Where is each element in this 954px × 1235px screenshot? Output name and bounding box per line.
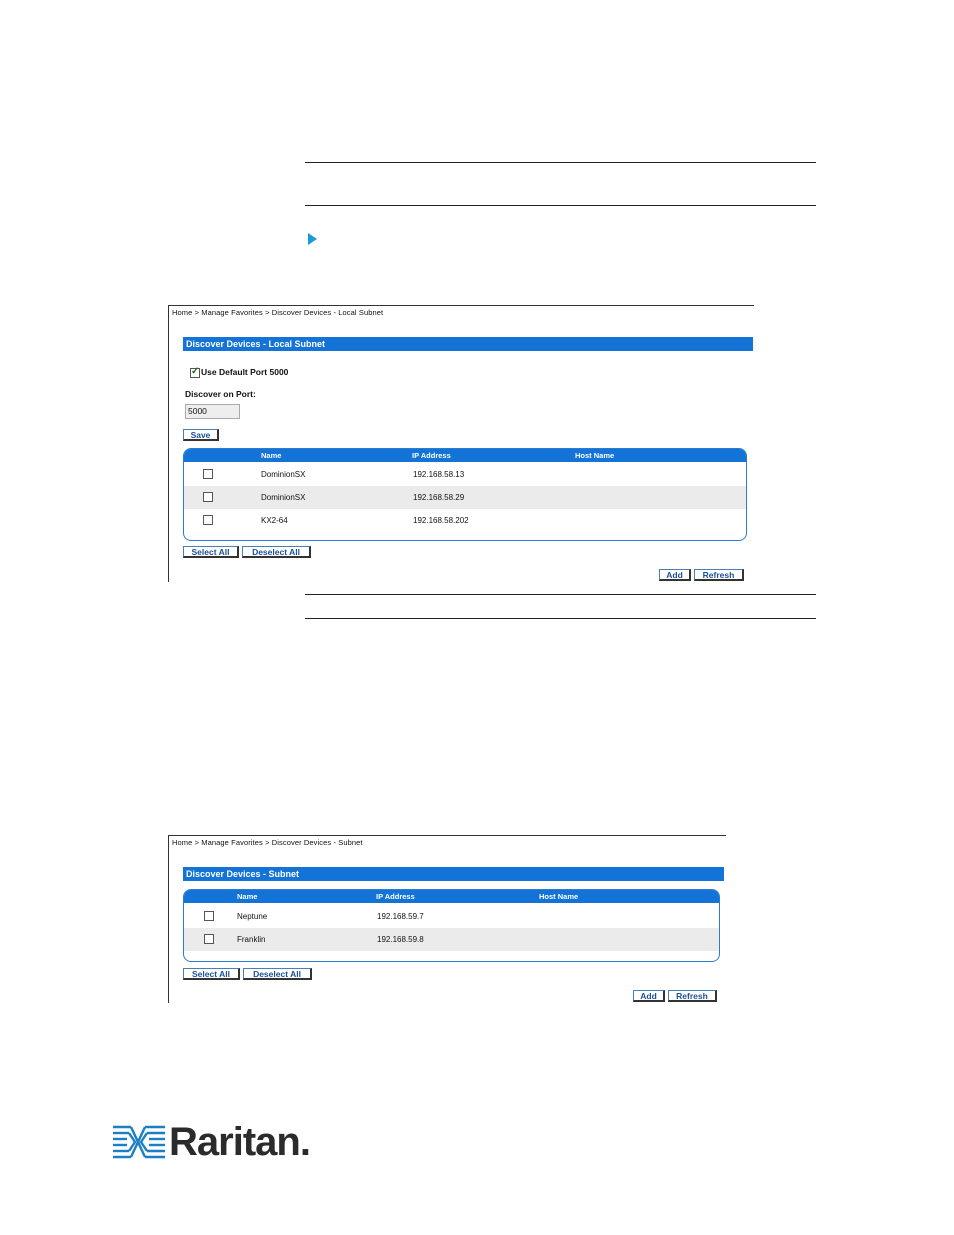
column-header-ip[interactable]: IP Address	[376, 892, 415, 901]
row-name: DominionSX	[261, 493, 306, 502]
row-checkbox[interactable]	[203, 492, 213, 502]
discover-local-subnet-screenshot	[168, 305, 754, 582]
add-button[interactable]: Add	[659, 569, 691, 581]
column-header-host[interactable]: Host Name	[575, 451, 615, 460]
table-row	[184, 463, 746, 486]
table-row	[184, 928, 719, 951]
table-row	[184, 905, 719, 928]
row-checkbox[interactable]	[204, 911, 214, 921]
use-default-port-checkbox[interactable]	[190, 368, 200, 378]
row-ip: 192.168.58.202	[413, 516, 469, 525]
column-header-name[interactable]: Name	[261, 451, 282, 460]
row-checkbox[interactable]	[203, 515, 213, 525]
row-name: DominionSX	[261, 470, 306, 479]
discover-port-label: Discover on Port:	[185, 389, 256, 399]
devices-table	[183, 889, 720, 962]
save-button[interactable]: Save	[183, 429, 219, 441]
row-name: Franklin	[237, 935, 266, 944]
port-input[interactable]: 5000	[185, 404, 240, 419]
raritan-logo-mark-icon	[111, 1118, 169, 1166]
panel-title: Discover Devices - Subnet	[183, 867, 724, 881]
row-ip: 192.168.59.7	[377, 912, 424, 921]
step-arrow-icon	[308, 233, 317, 245]
row-name: Neptune	[237, 912, 268, 921]
row-checkbox[interactable]	[203, 469, 213, 479]
deselect-all-button[interactable]: Deselect All	[243, 968, 312, 980]
breadcrumb[interactable]: Home > Manage Favorites > Discover Devices - Subnet	[172, 838, 363, 847]
row-ip: 192.168.58.13	[413, 470, 465, 479]
row-checkbox[interactable]	[204, 934, 214, 944]
row-ip: 192.168.58.29	[413, 493, 465, 502]
add-button[interactable]: Add	[633, 990, 665, 1002]
column-header-ip[interactable]: IP Address	[412, 451, 451, 460]
top-rule-2	[305, 205, 816, 206]
use-default-port-label: Use Default Port 5000	[201, 367, 289, 377]
discover-subnet-screenshot	[168, 835, 726, 1003]
mid-rule-1	[305, 594, 816, 595]
refresh-button[interactable]: Refresh	[668, 990, 717, 1002]
mid-rule-2	[305, 618, 816, 619]
refresh-button[interactable]: Refresh	[694, 569, 744, 581]
column-header-host[interactable]: Host Name	[539, 892, 579, 901]
table-row	[184, 486, 746, 509]
deselect-all-button[interactable]: Deselect All	[242, 546, 311, 558]
select-all-button[interactable]: Select All	[183, 546, 239, 558]
table-header	[184, 449, 746, 462]
panel-title: Discover Devices - Local Subnet	[183, 337, 753, 351]
top-rule-1	[305, 162, 816, 163]
logo-text: Raritan.	[169, 1120, 310, 1164]
table-row	[184, 509, 746, 532]
devices-table	[183, 448, 747, 541]
column-header-name[interactable]: Name	[237, 892, 258, 901]
row-ip: 192.168.59.8	[377, 935, 424, 944]
table-header	[184, 890, 719, 903]
raritan-logo	[111, 1118, 310, 1166]
breadcrumb[interactable]: Home > Manage Favorites > Discover Devices - Local Subnet	[172, 308, 384, 317]
select-all-button[interactable]: Select All	[183, 968, 240, 980]
row-name: KX2-64	[261, 516, 288, 525]
